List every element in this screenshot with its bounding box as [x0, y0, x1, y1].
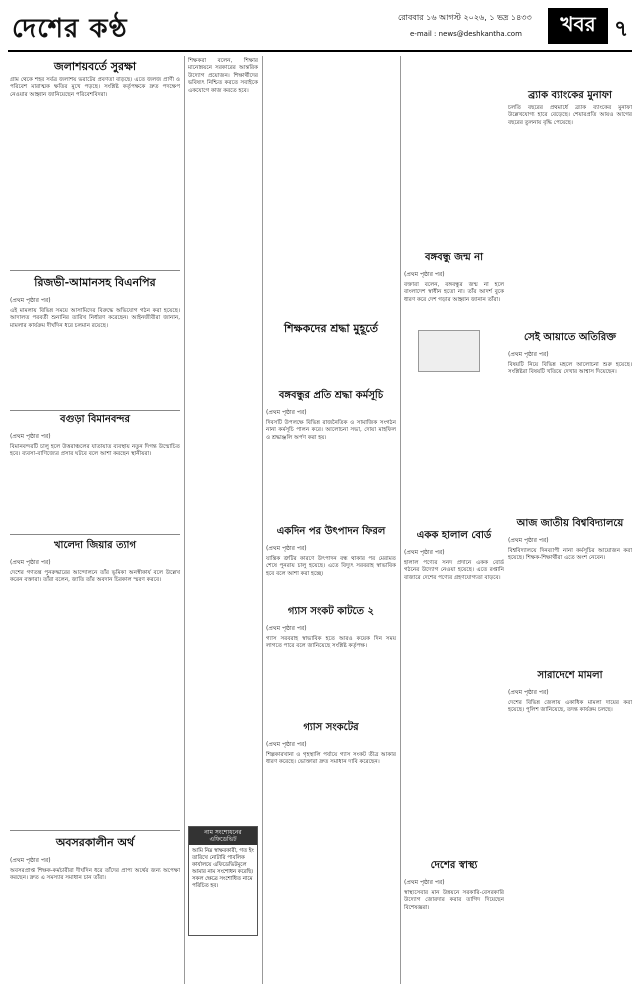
story-body: বক্তারা বলেন, বঙ্গবন্ধুর জন্ম না হলে বাংলাদেশ স্বাধীন হতো না। তাঁর আদর্শ বুকে ধারণ করে দেশ গড়ার আহ্বান জানান তাঁরা।: [404, 282, 504, 303]
story-3: [10, 412, 180, 532]
continued-from: (প্রথম পৃষ্ঠার পর): [266, 409, 307, 416]
story-body: বিশ্ববিদ্যালয়ে দিনব্যাপী নানা কর্মসূচির আয়োজন করা হয়েছে। শিক্ষক-শিক্ষার্থীরা এতে অংশ নেবেন।: [508, 548, 632, 562]
headline: খালেদা জিয়ার ত্যাগ: [53, 540, 136, 551]
story-body: দিবসটি উপলক্ষে বিভিন্ন রাজনৈতিক ও সামাজিক সংগঠন নানা কর্মসূচি পালন করে। আলোচনা সভা, দোয়া মাহফিল ও শ্রদ্ধাঞ্জলি অর্পণ করা হয়।: [266, 420, 396, 441]
page-number: ৭: [614, 16, 629, 42]
continued-from: (প্রথম পৃষ্ঠার পর): [10, 857, 51, 864]
column-2-text: [188, 58, 258, 818]
column-rule: [400, 56, 401, 984]
story-body: বিমানবন্দরটি চালু হলে উত্তরাঞ্চলের যাতায়াত ব্যবস্থায় নতুন দিগন্ত উন্মোচিত হবে। ব্যবসা-বাণিজ্যের প্রসার ঘটবে বলে আশা করছেন স্থানীয়রা।: [10, 444, 180, 458]
continued-from: (প্রথম পৃষ্ঠার পর): [404, 271, 445, 278]
story-body: দেশের গণতন্ত্র পুনরুদ্ধারের আন্দোলনে তাঁর ভূমিকা অনস্বীকার্য বলে উল্লেখ করেন বক্তারা। তাঁরা বলেন, জাতি তাঁর অবদান চিরকাল স্মরণ করবে।: [10, 570, 180, 584]
email-line: e-mail : news@deshkantha.com: [410, 30, 522, 38]
headline: গ্যাস সংকটের: [303, 722, 359, 733]
story-body: স্বাস্থ্যসেবার মান উন্নয়নে সরকারি-বেসরকারি উদ্যোগ জোরদার করার তাগিদ দিয়েছেন বিশেষজ্ঞরা।: [404, 890, 504, 911]
story-13: [404, 858, 504, 978]
notice-title: নাম সংশোধনের এফিডেভিট: [189, 827, 257, 845]
headline: জলাশয়বর্তে সুরক্ষা: [53, 60, 137, 73]
notice-box: [188, 826, 258, 936]
continued-from: (প্রথম পৃষ্ঠার পর): [508, 537, 549, 544]
headline: বগুড়া বিমানবন্দর: [60, 414, 130, 425]
photo: [418, 330, 480, 372]
story-body: গ্রাম থেকে শহর সর্বত্র জলাশয় ভরাটের প্রবণতা বাড়ছে। এতে জলজ প্রাণী ও পরিবেশ মারাত্মক ক্ষতির মুখে পড়ছে। সংশ্লিষ্ট কর্তৃপক্ষকে দ্রুত পদক্ষেপ নেওয়ার আহ্বান জানিয়েছেন পরিবেশবিদরা।: [10, 77, 180, 98]
story-2: [10, 274, 180, 408]
notice-text: আমি নিম্ন স্বাক্ষরকারী, গত ইং তারিখে নোটারি পাবলিক কার্যালয়ে এফিডেভিটমূলে আমার নাম সংশোধন করেছি। সকল ক্ষেত্রে সংশোধিত নামে পরিচিত হব।: [192, 848, 254, 889]
story-6-headline: [266, 320, 396, 334]
divider: [10, 830, 180, 831]
divider: [10, 534, 180, 535]
divider: [10, 270, 180, 271]
column-rule: [184, 56, 185, 984]
continued-from: (প্রথম পৃষ্ঠার পর): [266, 545, 307, 552]
story-9: [266, 604, 396, 654]
headline: বঙ্গবন্ধুর প্রতি শ্রদ্ধা কর্মসূচি: [278, 390, 384, 401]
headline: আজ জাতীয় বিশ্ববিদ্যালয়ে: [516, 518, 624, 529]
continued-from: (প্রথম পৃষ্ঠার পর): [10, 297, 51, 304]
column-rule: [262, 56, 263, 984]
headline: গ্যাস সংকট কাটতে ২: [287, 606, 375, 617]
story-4: [10, 538, 180, 828]
headline: বঙ্গবন্ধু জন্ম না: [424, 252, 484, 263]
headline: অবসরকালীন অর্থ: [55, 836, 135, 849]
dateline: রোববার ১৬ আগস্ট ২০২৬, ১ ভদ্র ১৪৩৩: [398, 13, 532, 22]
headline: রিজভী-আমানসহ বিএনপির: [34, 276, 156, 289]
story-1: [10, 58, 180, 268]
masthead: [8, 6, 632, 52]
story-body: গ্যাস সরবরাহ স্বাভাবিক হতে আরও কয়েক দিন সময় লাগতে পারে বলে জানিয়েছে সংশ্লিষ্ট কর্তৃপক্ষ।: [266, 636, 396, 650]
headline: একদিন পর উৎপাদন ফিরল: [276, 526, 386, 537]
newspaper-logo: দেশের কণ্ঠ: [12, 14, 128, 44]
continued-from: (প্রথম পৃষ্ঠার পর): [404, 879, 445, 886]
story-body: এই মামলায় বিভিন্ন সময়ে আসামিদের বিরুদ্ধে অভিযোগ গঠন করা হয়েছে। আদালত পরবর্তী শুনানির তারিখ নির্ধারণ করেছেন। আইনজীবীরা জানান, মামলার কার্যক্রম দীর্ঘদিন ধরে চলমান রয়েছে।: [10, 308, 180, 329]
story-10: [266, 720, 396, 780]
headline: ব্র্যাক ব্যাংকের মুনাফা: [528, 90, 612, 101]
story-14: [508, 88, 632, 278]
continued-from: (প্রথম পৃষ্ঠার পর): [266, 741, 307, 748]
continued-from: (প্রথম পৃষ্ঠার পর): [404, 549, 445, 556]
story-17: [508, 668, 632, 978]
continued-from: (প্রথম পৃষ্ঠার পর): [508, 689, 549, 696]
divider: [10, 410, 180, 411]
continued-from: (প্রথম পৃষ্ঠার পর): [10, 559, 51, 566]
continued-from: (প্রথম পৃষ্ঠার পর): [266, 625, 307, 632]
headline: সেই আয়াতে অতিরিক্ত: [524, 332, 616, 343]
story-body: চলতি বছরের প্রথমার্ধে ব্র্যাক ব্যাংকের মুনাফা উল্লেখযোগ্য হারে বেড়েছে। শেয়ারপ্রতি আয়ও আগের বছরের তুলনায় বৃদ্ধি পেয়েছে।: [508, 105, 632, 126]
headline: শিক্ষকদের শ্রদ্ধা মুহূর্তে: [284, 322, 378, 335]
continued-from: (প্রথম পৃষ্ঠার পর): [508, 351, 549, 358]
story-body: শিল্পকারখানা ও গৃহস্থালি পর্যায়ে গ্যাস সংকট তীব্র আকার ধারণ করেছে। ভোক্তারা দ্রুত সমাধান দাবি করেছেন।: [266, 752, 396, 766]
story-16: [508, 516, 632, 636]
continued-from: (প্রথম পৃষ্ঠার পর): [10, 433, 51, 440]
story-body: অবসরপ্রাপ্ত শিক্ষক-কর্মচারীরা দীর্ঘদিন ধরে তাঁদের প্রাপ্য অর্থের জন্য অপেক্ষা করছেন। দ্রুত এ সমস্যার সমাধান চান তাঁরা।: [10, 868, 180, 882]
story-body: বিষয়টি নিয়ে বিভিন্ন মহলে আলোচনা শুরু হয়েছে। সংশ্লিষ্টরা বিষয়টি খতিয়ে দেখার আশ্বাস দিয়েছেন।: [508, 362, 632, 376]
headline: সারাদেশে মামলা: [537, 670, 603, 681]
story-body: দেশের বিভিন্ন জেলায় একাধিক মামলা দায়ের করা হয়েছে। পুলিশ জানিয়েছে, তদন্ত কার্যক্রম চলছে।: [508, 700, 632, 714]
story-body: হালাল পণ্যের সনদ প্রদানে একক বোর্ড গঠনের উদ্যোগ নেওয়া হয়েছে। এতে রপ্তানি বাজারে দেশের পণ্যের গ্রহণযোগ্যতা বাড়বে।: [404, 560, 504, 581]
story-body: শিক্ষকরা বলেন, শিক্ষার মানোন্নয়নে সরকারের আন্তরিক উদ্যোগ প্রয়োজন। শিক্ষার্থীদের ভবিষ্যৎ নিশ্চিত করতে সবাইকে একযোগে কাজ করতে হবে।: [188, 58, 258, 94]
story-7: [266, 388, 396, 441]
story-5: [10, 834, 180, 982]
section-label: খবর: [548, 8, 608, 44]
story-12: [404, 528, 504, 728]
story-15: [508, 330, 632, 440]
story-8: [266, 524, 396, 577]
story-body: যান্ত্রিক ত্রুটির কারণে উৎপাদন বন্ধ থাকার পর মেরামত শেষে পুনরায় চালু হয়েছে। এতে বিদ্যুৎ সরবরাহ স্বাভাবিক হবে বলে আশা করা হচ্ছে।: [266, 556, 396, 577]
headline: দেশের স্বাস্থ্য: [430, 860, 478, 871]
headline: একক হালাল বোর্ড: [416, 530, 492, 541]
